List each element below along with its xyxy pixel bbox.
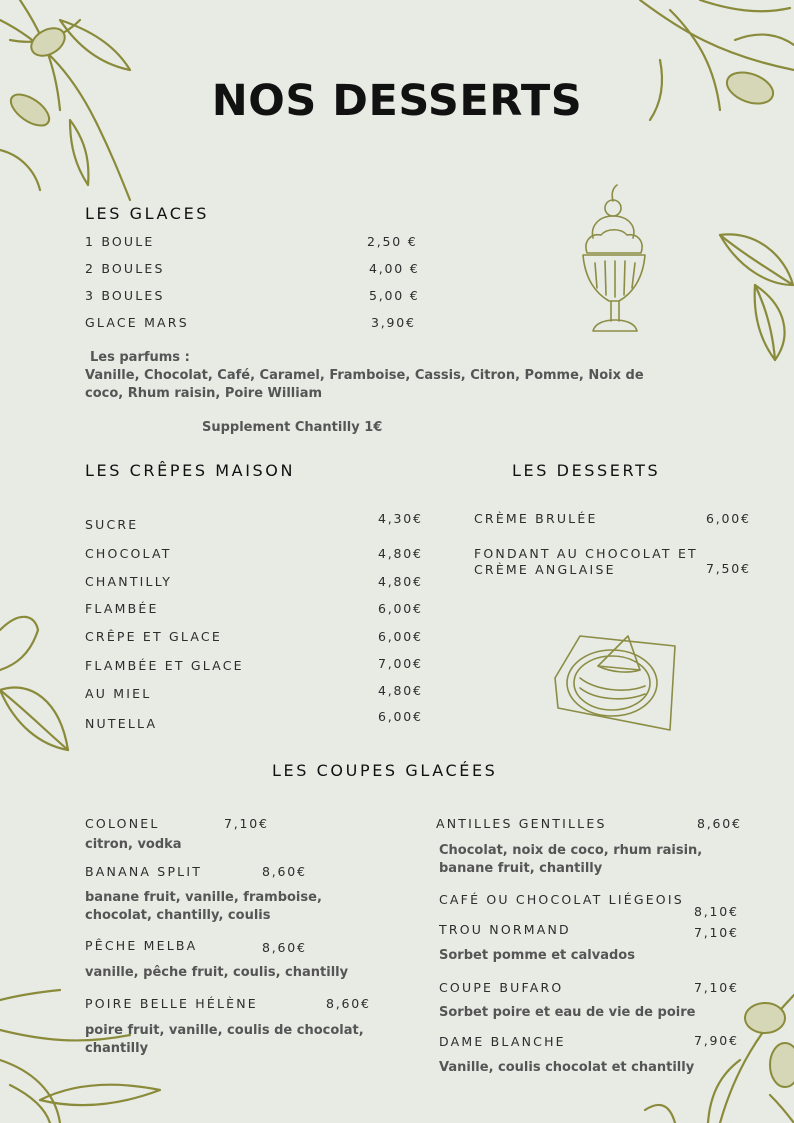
glace-item-name: GLACE MARS <box>85 315 189 330</box>
ice-cream-sundae-icon <box>575 183 655 343</box>
crepe-item-price: 4,80€ <box>378 683 423 698</box>
coupe-item-name: PÊCHE MELBA <box>85 938 198 953</box>
glace-item-price: 3,90€ <box>371 315 416 330</box>
crepe-item-price: 4,80€ <box>378 574 423 589</box>
glace-item-name: 2 BOULES <box>85 261 165 276</box>
crepe-item-name: AU MIEL <box>85 686 152 701</box>
supplement-text: Supplement Chantilly 1€ <box>202 420 383 435</box>
glace-item-price: 2,50 € <box>367 234 418 249</box>
crepe-item-name: NUTELLA <box>85 716 158 731</box>
page-title: NOS DESSERTS <box>211 76 583 126</box>
dessert-item-price: 7,50€ <box>706 561 751 576</box>
crepe-item-name: CHANTILLY <box>85 574 173 589</box>
section-heading-desserts: LES DESSERTS <box>512 461 661 480</box>
glace-item-price: 4,00 € <box>369 261 420 276</box>
coupe-item-name: CAFÉ OU CHOCOLAT LIÉGEOIS <box>439 892 684 907</box>
glace-item-price: 5,00 € <box>369 288 420 303</box>
coupe-item-desc: banane fruit, vanille, framboise, chocolat, chantilly, coulis <box>85 890 322 923</box>
dessert-item-name: FONDANT AU CHOCOLAT ET CRÈME ANGLAISE <box>474 546 698 577</box>
coupe-item-price: 8,60€ <box>697 816 742 831</box>
crepe-item-price: 4,30€ <box>378 511 423 526</box>
crepe-item-name: SUCRE <box>85 517 139 532</box>
crepe-item-name: FLAMBÉE ET GLACE <box>85 658 244 673</box>
coupe-item-name: POIRE BELLE HÉLÈNE <box>85 996 258 1011</box>
coupe-item-price: 8,10€ <box>694 904 739 919</box>
coupe-item-price: 8,60€ <box>326 996 371 1011</box>
section-heading-crepes: LES CRÊPES MAISON <box>85 461 296 480</box>
coupe-item-desc: Sorbet pomme et calvados <box>439 948 635 963</box>
coupe-item-desc: poire fruit, vanille, coulis de chocolat, chantilly <box>85 1023 364 1056</box>
coupe-item-price: 7,90€ <box>694 1033 739 1048</box>
dessert-item-price: 6,00€ <box>706 511 751 526</box>
section-heading-coupes: LES COUPES GLACÉES <box>272 761 498 780</box>
coupe-item-desc: citron, vodka <box>85 837 182 852</box>
glace-item-name: 1 BOULE <box>85 234 155 249</box>
section-heading-glaces: LES GLACES <box>85 204 210 223</box>
coupe-item-price: 7,10€ <box>694 925 739 940</box>
crepe-item-price: 6,00€ <box>378 709 423 724</box>
coupe-item-name: COUPE BUFARO <box>439 980 564 995</box>
coupe-item-name: DAME BLANCHE <box>439 1034 566 1049</box>
crepe-item-price: 4,80€ <box>378 546 423 561</box>
coupe-item-price: 8,60€ <box>262 864 307 879</box>
crepe-item-name: CRÊPE ET GLACE <box>85 629 222 644</box>
crepe-item-price: 7,00€ <box>378 656 423 671</box>
dessert-item-name: CRÈME BRULÉE <box>474 511 598 526</box>
parfums-label: Les parfums : <box>90 350 190 365</box>
crepe-item-price: 6,00€ <box>378 629 423 644</box>
coupe-item-name: COLONEL <box>85 816 160 831</box>
crepe-plate-icon <box>550 628 680 733</box>
coupe-item-desc: Sorbet poire et eau de vie de poire <box>439 1005 696 1020</box>
coupe-item-desc: Vanille, coulis chocolat et chantilly <box>439 1060 695 1075</box>
glace-item-name: 3 BOULES <box>85 288 165 303</box>
coupe-item-price: 8,60€ <box>262 940 307 955</box>
parfums-list: Vanille, Chocolat, Café, Caramel, Framboise, Cassis, Citron, Pomme, Noix de coco, Rhum raisin, Poire William <box>85 368 644 401</box>
leaf-right-icon <box>715 225 794 365</box>
coupe-item-desc: vanille, pêche fruit, coulis, chantilly <box>85 965 349 980</box>
coupe-item-price: 7,10€ <box>694 980 739 995</box>
crepe-item-price: 6,00€ <box>378 601 423 616</box>
coupe-item-name: BANANA SPLIT <box>85 864 203 879</box>
leaf-left-icon <box>0 600 75 765</box>
coupe-item-price: 7,10€ <box>224 816 269 831</box>
crepe-item-name: CHOCOLAT <box>85 546 172 561</box>
coupe-item-name: ANTILLES GENTILLES <box>436 816 607 831</box>
coupe-item-name: TROU NORMAND <box>439 922 571 937</box>
crepe-item-name: FLAMBÉE <box>85 601 159 616</box>
coupe-item-desc: Chocolat, noix de coco, rhum raisin, banane fruit, chantilly <box>439 843 703 876</box>
